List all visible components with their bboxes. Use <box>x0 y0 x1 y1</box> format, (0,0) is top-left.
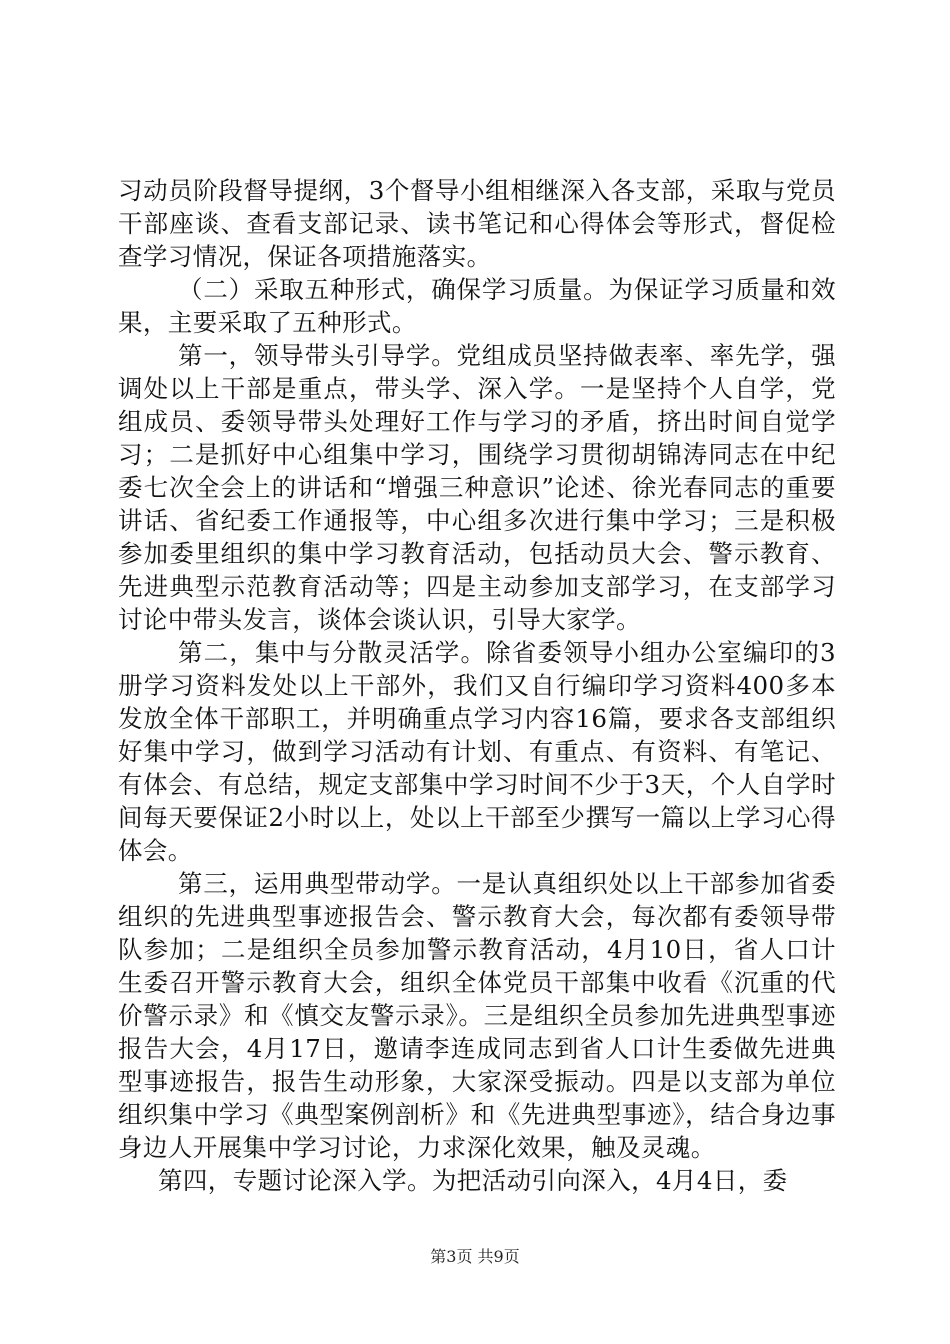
page-footer <box>0 1244 950 1267</box>
page-number-label: 第3页 共9页 <box>430 1247 520 1266</box>
paragraph-6: 第四，专题讨论深入学。为把活动引向深入，4月4日，委 <box>158 1166 788 1195</box>
document-body <box>118 174 836 1197</box>
paragraph-1: 习动员阶段督导提纲，3个督导小组相继深入各支部，采取与党员干部座谈、查看支部记录、读书笔记和心得体会等形式，督促检查学习情况，保证各项措施落实。 <box>118 176 836 271</box>
paragraph-5: 第三，运用典型带动学。一是认真组织处以上干部参加省委组织的先进典型事迹报告会、警示教育大会，每次都有委领导带队参加；二是组织全员参加警示教育活动，4月10日，省人口计生委召开警示教育大会，组织全体党员干部集中收看《沉重的代价警示录》和《慎交友警示录》。三是组织全员参加先进典型事迹报告大会，4月17日，邀请李连成同志到省人口计生委做先进典型事迹报告，报告生动形象，大家深受振动。四是以支部为单位组织集中学习《典型案例剖析》和《先进典型事迹》，结合身边事身边人开展集中学习讨论，力求深化效果，触及灵魂。 <box>118 869 836 1162</box>
paragraph-3: 第一，领导带头引导学。党组成员坚持做表率、率先学，强调处以上干部是重点，带头学、深入学。一是坚持个人自学，党组成员、委领导带头处理好工作与学习的矛盾，挤出时间自觉学习；二是抓好中心组集中学习，围绕学习贯彻胡锦涛同志在中纪委七次全会上的讲话和“增强三种意识”论述、徐光春同志的重要讲话、省纪委工作通报等，中心组多次进行集中学习；三是积极参加委里组织的集中学习教育活动，包括动员大会、警示教育、先进典型示范教育活动等；四是主动参加支部学习，在支部学习讨论中带头发言，谈体会谈认识，引导大家学。 <box>118 341 836 634</box>
paragraph-2: （二）采取五种形式，确保学习质量。为保证学习质量和效果，主要采取了五种形式。 <box>118 275 836 337</box>
paragraph-4: 第二，集中与分散灵活学。除省委领导小组办公室编印的3册学习资料发处以上干部外，我们又自行编印学习资料400多本发放全体干部职工，并明确重点学习内容16篇，要求各支部组织好集中学习，做到学习活动有计划、有重点、有资料、有笔记、有体会、有总结，规定支部集中学习时间不少于3天，个人自学时间每天要保证2小时以上，处以上干部至少撰写一篇以上学习心得体会。 <box>118 638 836 865</box>
